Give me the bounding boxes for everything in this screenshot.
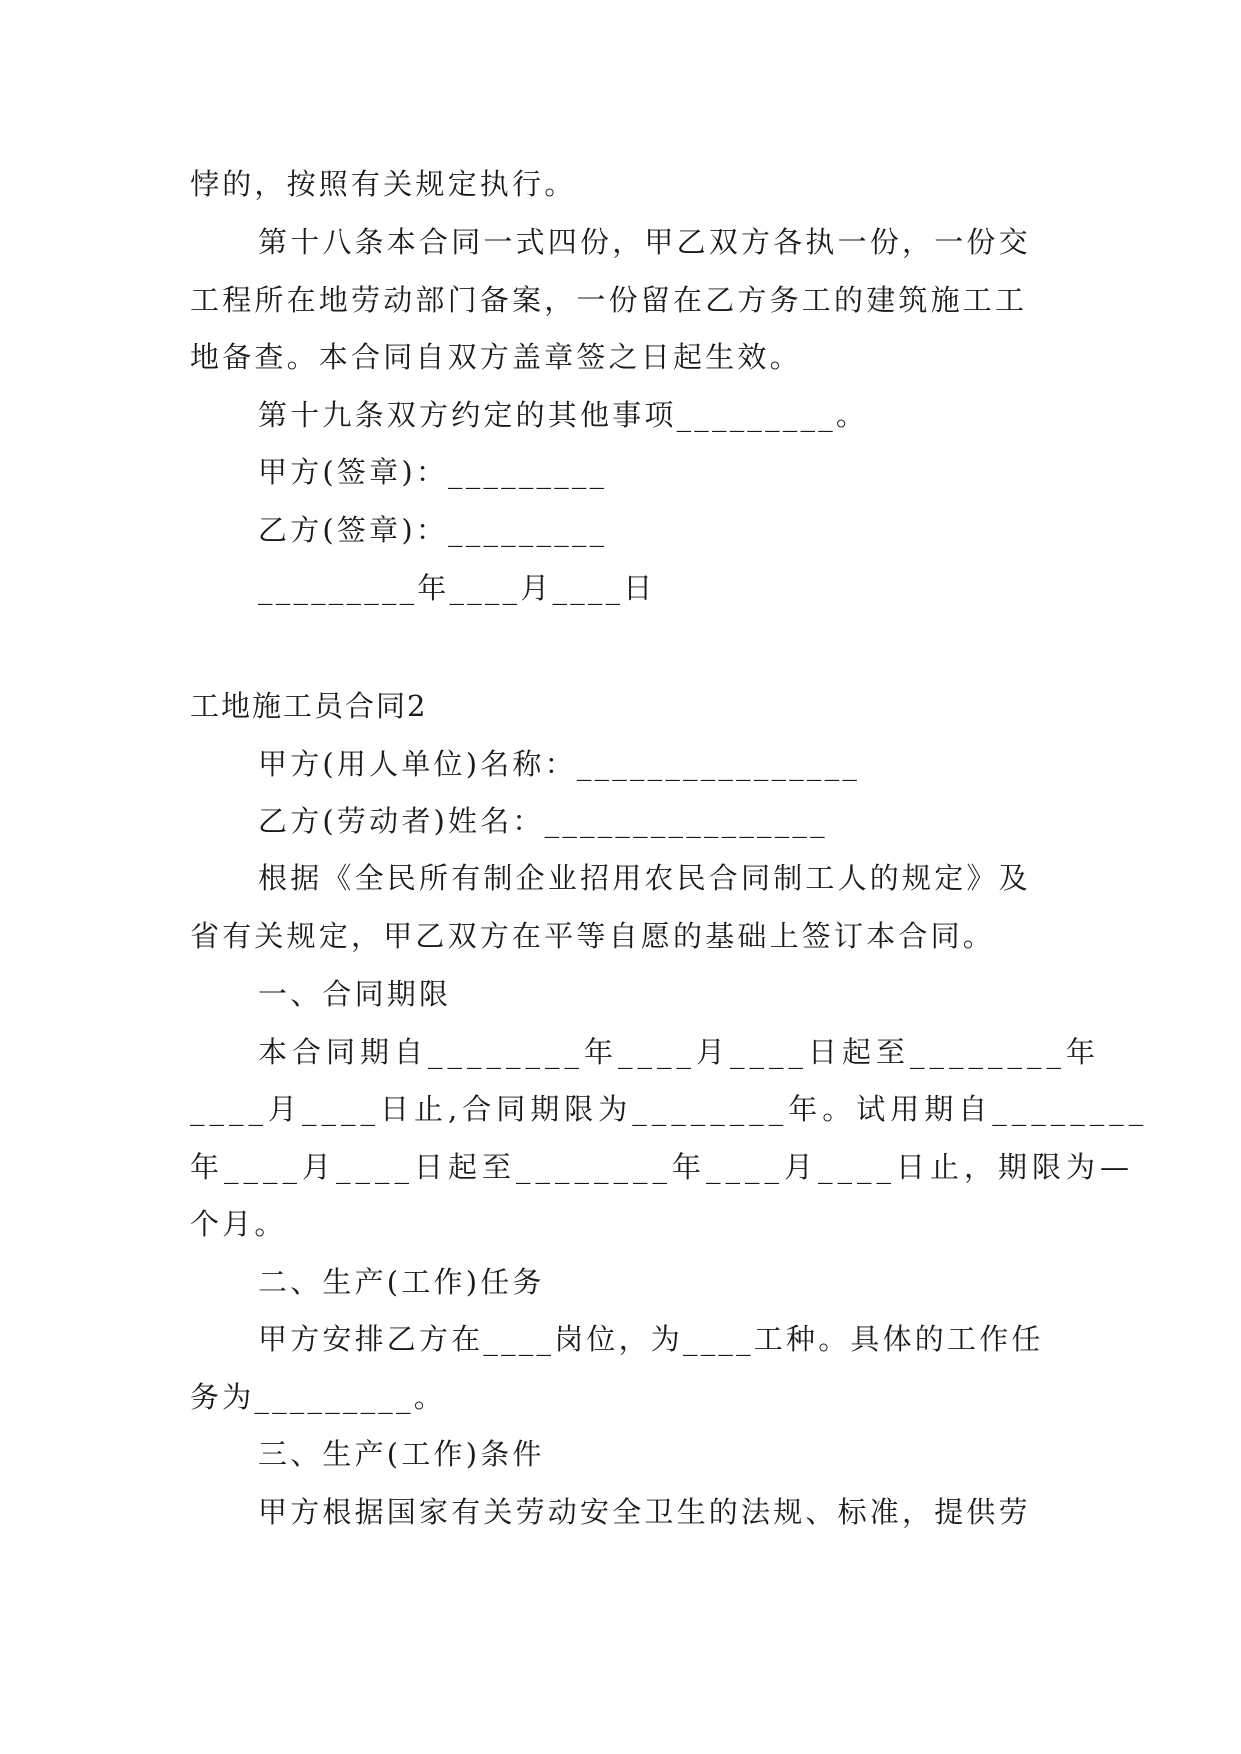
section-3-heading: 三、生产(工作)条件 xyxy=(258,1437,545,1471)
signature-date: _________年____月____日 xyxy=(258,571,656,605)
paragraph-continuation: 悖的，按照有关规定执行。 xyxy=(190,167,577,201)
task-line-2: 务为_________。 xyxy=(190,1380,446,1414)
section-1-heading: 一、合同期限 xyxy=(258,977,452,1011)
task-line-1: 甲方安排乙方在____岗位，为____工种。具体的工作任 xyxy=(258,1322,1044,1356)
conditions-line-1: 甲方根据国家有关劳动安全卫生的法规、标准，提供劳 xyxy=(258,1495,1031,1529)
term-line-2: ____月____日止,合同期限为________年。试用期自________ xyxy=(190,1092,1149,1126)
party-a-name: 甲方(用人单位)名称：________________ xyxy=(258,747,861,781)
term-line-1: 本合同期自________年____月____日起至________年 xyxy=(258,1035,1101,1069)
article-19: 第十九条双方约定的其他事项_________。 xyxy=(258,398,869,432)
article-18-line-3: 地备查。本合同自双方盖章签之日起生效。 xyxy=(190,340,802,374)
contract-2-title: 工地施工员合同2 xyxy=(190,689,428,723)
preamble-line-1: 根据《全民所有制企业招用农民合同制工人的规定》及 xyxy=(258,861,1031,895)
party-a-signature: 甲方(签章)：_________ xyxy=(258,455,608,489)
term-line-4: 个月。 xyxy=(190,1207,287,1241)
term-line-3: 年____月____日起至________年____月____日止，期限为— xyxy=(190,1150,1135,1184)
article-18-line-2: 工程所在地劳动部门备案，一份留在乙方务工的建筑施工工 xyxy=(190,283,1028,317)
article-18-line-1: 第十八条本合同一式四份，甲乙双方各执一份，一份交 xyxy=(258,225,1031,259)
party-b-name: 乙方(劳动者)姓名：________________ xyxy=(258,804,828,838)
preamble-line-2: 省有关规定，甲乙双方在平等自愿的基础上签订本合同。 xyxy=(190,919,996,953)
party-b-signature: 乙方(签章)：_________ xyxy=(258,513,608,547)
section-2-heading: 二、生产(工作)任务 xyxy=(258,1265,545,1299)
